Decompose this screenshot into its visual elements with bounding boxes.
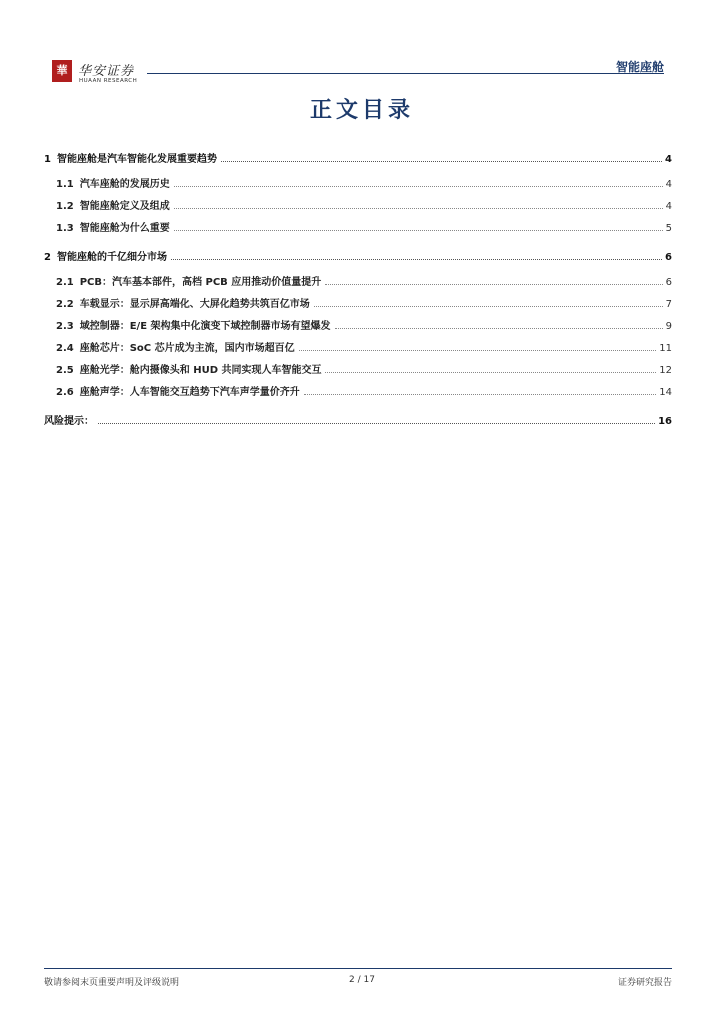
toc-entry[interactable]: [44, 317, 672, 332]
toc-dot-leader: [325, 371, 656, 373]
toc-entry[interactable]: [44, 197, 672, 212]
toc-entry-number: 2.5: [56, 365, 74, 376]
toc-entry-title: PCB：汽车基本部件，高档 PCB 应用推动价值量提升: [79, 277, 322, 288]
toc-dot-leader: [171, 258, 662, 260]
logo-seal: 華: [52, 60, 72, 82]
toc-entry-title: 域控制器：E/E 架构集中化演变下域控制器市场有望爆发: [79, 321, 331, 332]
toc-dot-leader: [299, 349, 657, 351]
footer-label: 证券研究报告: [617, 978, 672, 988]
toc-dot-leader: [174, 229, 663, 231]
toc-entry-title: 座舱芯片：SoC 芯片成为主流，国内市场超百亿: [79, 343, 295, 354]
footer-rule: [44, 968, 672, 969]
toc-dot-leader: [335, 327, 663, 329]
toc-dot-leader: [98, 422, 655, 424]
toc-dot-leader: [174, 207, 663, 209]
toc-entry-page: 5: [665, 223, 672, 234]
toc-entry-page: 12: [659, 365, 672, 376]
toc-entry-number: 2.3: [56, 321, 74, 332]
table-of-contents: [44, 150, 672, 427]
toc-entry-page: 4: [665, 179, 672, 190]
toc-entry-number: 1: [44, 154, 51, 165]
toc-entry-number: 2.2: [56, 299, 74, 310]
toc-entry[interactable]: [44, 339, 672, 354]
toc-entry-number: 2.6: [56, 387, 74, 398]
page-header: [0, 0, 724, 90]
toc-entry[interactable]: [44, 175, 672, 190]
toc-entry-number: 2.1: [56, 277, 74, 288]
toc-entry[interactable]: [44, 412, 672, 427]
toc-entry-title: 座舱声学：人车智能交互趋势下汽车声学量价齐升: [79, 387, 300, 398]
toc-entry-title: 汽车座舱的发展历史: [79, 179, 170, 190]
toc-entry-number: 1.1: [56, 179, 74, 190]
toc-entry-page: 9: [665, 321, 672, 332]
toc-entry-title: 智能座舱是汽车智能化发展重要趋势: [56, 154, 217, 165]
toc-entry[interactable]: [44, 150, 672, 165]
toc-entry[interactable]: [44, 295, 672, 310]
toc-entry-page: 4: [665, 201, 672, 212]
toc-entry-number: 1.2: [56, 201, 74, 212]
toc-entry[interactable]: [44, 383, 672, 398]
toc-entry-page: 16: [658, 416, 672, 427]
toc-entry-page: 11: [659, 343, 672, 354]
toc-entry-number: 2.4: [56, 343, 74, 354]
toc-dot-leader: [221, 160, 662, 162]
toc-dot-leader: [174, 185, 663, 187]
page-number: 2 / 17: [349, 975, 375, 985]
footer-disclaimer: 敬请参阅末页重要声明及评级说明: [44, 978, 180, 988]
toc-entry-title: 风险提示：: [44, 416, 94, 427]
toc-entry[interactable]: [44, 361, 672, 376]
toc-entry-title: 智能座舱定义及组成: [79, 201, 170, 212]
report-topic: 智能座舱: [615, 60, 664, 74]
toc-entry-page: 7: [665, 299, 672, 310]
toc-entry-title: 座舱光学：舱内摄像头和 HUD 共同实现人车智能交互: [79, 365, 322, 376]
header-rule: [147, 73, 664, 74]
toc-entry-page: 14: [659, 387, 672, 398]
toc-entry-number: 2: [44, 252, 51, 263]
toc-dot-leader: [325, 283, 662, 285]
toc-entry[interactable]: [44, 248, 672, 263]
page-title: 正文目录: [309, 97, 414, 123]
toc-entry-page: 4: [665, 154, 672, 165]
toc-entry-title: 智能座舱的千亿细分市场: [56, 252, 167, 263]
toc-dot-leader: [304, 393, 657, 395]
logo-subtext: HUAAN RESEARCH: [79, 78, 138, 84]
toc-entry-title: 智能座舱为什么重要: [79, 223, 170, 234]
logo-text: 华安证券: [78, 64, 135, 79]
toc-entry-number: 1.3: [56, 223, 74, 234]
toc-entry[interactable]: [44, 219, 672, 234]
toc-dot-leader: [314, 305, 663, 307]
toc-entry-page: 6: [665, 252, 672, 263]
toc-entry-page: 6: [665, 277, 672, 288]
toc-entry-title: 车载显示：显示屏高端化、大屏化趋势共筑百亿市场: [79, 299, 310, 310]
toc-entry[interactable]: [44, 273, 672, 288]
